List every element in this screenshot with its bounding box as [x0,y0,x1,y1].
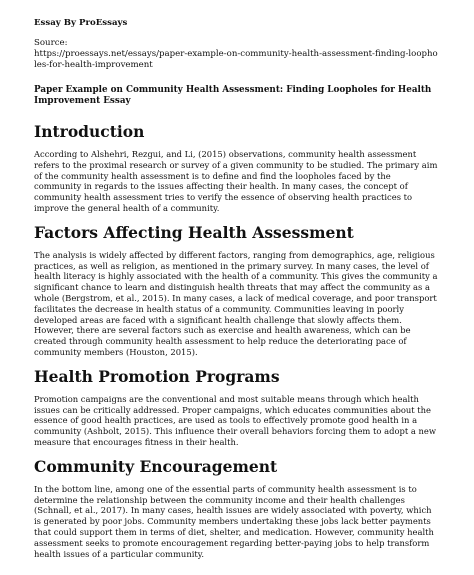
section-body: The analysis is widely affected by different factors, ranging from demographics, age, religious practices, as well as religion, as mentioned in the primary survey. In many cases, the level of health literacy is highly associated with the health of a community. This gives the community a significant chance to learn and distinguish health threats that may affect the community as a whole (Bergstrom, et al., 2015). In many cases, a lack of medical coverage, and poor transport facilitates the decrease in health status of a community. Communities leaving in poorly developed areas are faced with a significant health challenge that slowly affects them. However, there are several factors such as exercise and health awareness, which can be created through community health assessment to help reduce the deteriorating pace of community members (Houston, 2015). [34,249,438,357]
source-label: Source: [34,38,68,48]
brand-header: Essay By ProEssays [34,18,128,28]
section-introduction [34,123,440,214]
section-factors [34,224,440,358]
section-body: In the bottom line, among one of the essential parts of community health assessment is to determine the relationship between the community income and their health challenges (Schnall, et al., 2017). In many cases, health issues are widely associated with poverty, which is generated by poor jobs. Community members undertaking these jobs lack better payments that could support them in terms of diet, shelter, and medication. However, community health assessment seeks to promote encouragement regarding better-paying jobs to help transform health issues of a particular community. [34,483,434,559]
section-heading: Health Promotion Programs [34,366,280,386]
section-heading: Introduction [34,122,145,141]
document-title: Paper Example on Community Health Assessment: Finding Loopholes for Health Improvement Essay [34,85,432,106]
section-body: Promotion campaigns are the conventional and most suitable means through which health issues can be critically addressed. Proper campaigns, which educates communities about the essence of good health practices, are used as tools to effectively promote good health in a community (Ashbolt, 2015). This influence their overall behaviors forcing them to adopt a new measure that encourages fitness in their health. [34,393,437,447]
section-community-encouragement [34,458,440,560]
source-url[interactable]: https://proessays.net/essays/paper-example-on-community-health-assessment-finding-loopholes-for-health-improvement [34,49,438,70]
section-heading: Factors Affecting Health Assessment [34,222,354,242]
section-health-promotion [34,368,440,448]
section-body: According to Alshehri, Rezgui, and Li, (2015) observations, community health assessment refers to the proximal research or survey of a given community to be studied. The primary aim of the community health assessment is to define and find the loopholes faced by the community in regards to the issues affecting their health. In many cases, the concept of community health assessment tries to verify the essence of observing health practices to improve the general health of a community. [34,149,438,213]
section-heading: Community Encouragement [34,456,278,476]
